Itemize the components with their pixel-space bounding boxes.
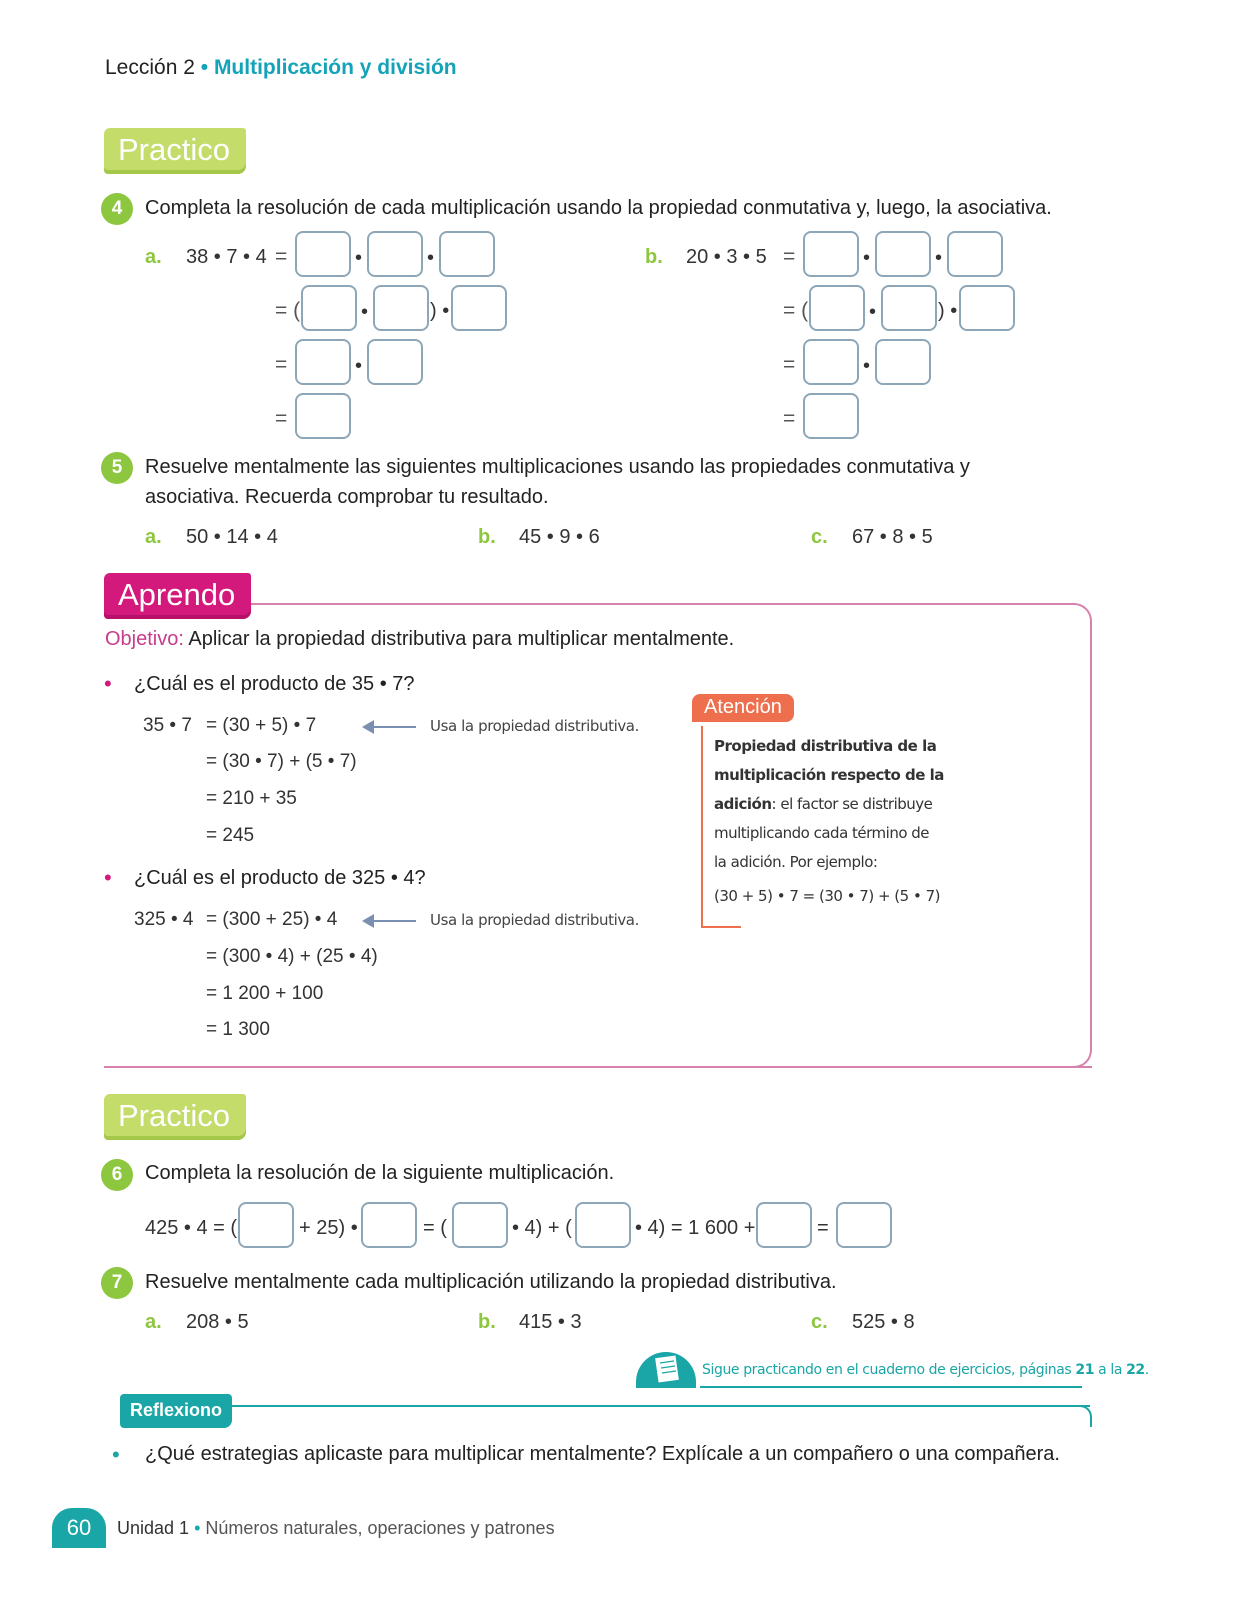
dot-operator: •	[355, 355, 363, 377]
equals-sign: =	[275, 353, 288, 376]
bullet-icon: •	[104, 671, 112, 696]
exercise-number-badge: 7	[101, 1267, 133, 1299]
sigue-end: .	[1144, 1362, 1149, 1378]
exercise-5-text-line2: asociativa. Recuerda comprobar tu resultado.	[145, 486, 549, 508]
dot-operator: •	[355, 247, 363, 269]
expression: 45 • 9 • 6	[519, 526, 600, 548]
answer-box[interactable]	[439, 231, 495, 277]
item-label: b.	[645, 246, 663, 268]
exercise-number-badge: 5	[101, 452, 133, 484]
lesson-header	[105, 56, 457, 80]
objective	[105, 628, 734, 651]
solution-step: = (30 + 5) • 7	[206, 715, 317, 736]
answer-box[interactable]	[295, 393, 351, 439]
bullet-icon: •	[104, 865, 112, 890]
answer-box[interactable]	[803, 339, 859, 385]
atencion-definition-term: Propiedad distributiva de la multiplicación respecto de la adición	[714, 737, 944, 813]
item-label: c.	[811, 1311, 828, 1333]
unit-label: Unidad 1	[117, 1518, 190, 1538]
answer-box[interactable]	[881, 285, 937, 331]
atencion-border-bottom	[701, 926, 741, 928]
equals-sign: =	[783, 407, 796, 430]
sigue-mid: a la	[1094, 1362, 1127, 1378]
question-1: ¿Cuál es el producto de 35 • 7?	[134, 673, 415, 695]
equation-part: • 4) = 1 600 +	[635, 1217, 756, 1239]
solution-lhs: 35 • 7	[143, 715, 192, 736]
practico-banner: Practico	[104, 128, 246, 174]
equation-part: = (	[423, 1217, 447, 1239]
equals-sign: = (	[275, 299, 301, 322]
dot-operator: •	[427, 247, 435, 269]
bullet-icon: •	[112, 1442, 120, 1467]
answer-box[interactable]	[452, 1202, 508, 1248]
solution-step: = (30 • 7) + (5 • 7)	[206, 751, 357, 772]
lesson-topic: Multiplicación y división	[213, 56, 457, 79]
reflexiono-question: ¿Qué estrategias aplicaste para multiplicar mentalmente? Explícale a un compañero o una compañera.	[145, 1443, 1060, 1465]
answer-box[interactable]	[367, 339, 423, 385]
answer-box[interactable]	[803, 231, 859, 277]
equals-sign: =	[783, 353, 796, 376]
exercise-5-text-line1: Resuelve mentalmente las siguientes multiplicaciones usando las propiedades conmutativa y	[145, 456, 970, 478]
notebook-icon-graphic	[636, 1352, 696, 1388]
solution-lhs: 325 • 4	[134, 909, 194, 930]
expression: 20 • 3 • 5	[686, 246, 767, 268]
paren-dot: ) •	[430, 300, 450, 322]
notebook-icon	[636, 1352, 696, 1388]
solution-step: = 210 + 35	[206, 788, 297, 809]
equation-part: 425 • 4 = (	[145, 1217, 238, 1239]
sigue-underline	[700, 1386, 1082, 1388]
solution-note: Usa la propiedad distributiva.	[430, 911, 639, 929]
item-label: a.	[145, 526, 162, 548]
arrow-left-icon	[364, 726, 416, 728]
answer-box[interactable]	[575, 1202, 631, 1248]
arrow-left-icon	[364, 920, 416, 922]
expression: 38 • 7 • 4	[186, 246, 267, 268]
expression: 525 • 8	[852, 1311, 915, 1333]
equals-sign: =	[275, 245, 288, 268]
equals-sign: = (	[783, 299, 809, 322]
answer-box[interactable]	[947, 231, 1003, 277]
footer-separator: •	[189, 1518, 206, 1538]
dot-operator: •	[863, 355, 871, 377]
answer-box[interactable]	[756, 1202, 812, 1248]
question-2: ¿Cuál es el producto de 325 • 4?	[134, 867, 426, 889]
answer-box[interactable]	[301, 285, 357, 331]
equation-part: + 25) •	[299, 1217, 358, 1239]
answer-box[interactable]	[367, 231, 423, 277]
answer-box[interactable]	[809, 285, 865, 331]
page-end: 22	[1126, 1362, 1145, 1378]
sigue-text: Sigue practicando en el cuaderno de ejercicios, páginas	[702, 1362, 1076, 1378]
answer-box[interactable]	[451, 285, 507, 331]
item-label: a.	[145, 246, 162, 268]
reflexiono-line	[220, 1405, 1090, 1407]
atencion-text	[714, 732, 944, 877]
expression: 208 • 5	[186, 1311, 249, 1333]
equation-part: • 4) + (	[512, 1217, 572, 1239]
exercise-number-badge: 6	[101, 1159, 133, 1191]
answer-box[interactable]	[373, 285, 429, 331]
answer-box[interactable]	[803, 393, 859, 439]
solution-step: = (300 + 25) • 4	[206, 909, 338, 930]
dot-operator: •	[863, 247, 871, 269]
answer-box[interactable]	[959, 285, 1015, 331]
footer-unit	[117, 1518, 555, 1539]
page-number: 60	[52, 1508, 106, 1548]
lesson-label: Lección 2	[105, 56, 195, 79]
exercise-6-text: Completa la resolución de la siguiente multiplicación.	[145, 1162, 615, 1184]
atencion-definition: : el factor se distribuye multiplicando cada término de la adición. Por ejemplo:	[714, 795, 933, 871]
practico-banner: Practico	[104, 1094, 246, 1140]
reflexiono-tab: Reflexiono	[120, 1394, 232, 1428]
dot-operator: •	[935, 247, 943, 269]
dot-operator: •	[869, 301, 877, 323]
atencion-border	[701, 726, 703, 926]
answer-box[interactable]	[295, 231, 351, 277]
answer-box[interactable]	[361, 1202, 417, 1248]
answer-box[interactable]	[295, 339, 351, 385]
exercise-number-badge: 4	[101, 193, 133, 225]
atencion-example: (30 + 5) • 7 = (30 • 7) + (5 • 7)	[714, 887, 940, 905]
exercise-4-text: Completa la resolución de cada multiplicación usando la propiedad conmutativa y, luego, la asociativa.	[145, 197, 1052, 219]
solution-step: = 1 200 + 100	[206, 983, 324, 1004]
solution-step: = 1 300	[206, 1019, 270, 1040]
item-label: c.	[811, 526, 828, 548]
answer-box[interactable]	[875, 231, 931, 277]
header-separator: •	[194, 56, 214, 79]
workbook-reference	[702, 1362, 1149, 1378]
exercise-7-text: Resuelve mentalmente cada multiplicación utilizando la propiedad distributiva.	[145, 1271, 837, 1293]
aprendo-banner: Aprendo	[104, 573, 251, 619]
equals-sign: =	[275, 407, 288, 430]
expression: 67 • 8 • 5	[852, 526, 933, 548]
item-label: b.	[478, 526, 496, 548]
item-label: b.	[478, 1311, 496, 1333]
aprendo-bottom-line	[104, 1066, 1092, 1068]
solution-step: = (300 • 4) + (25 • 4)	[206, 946, 378, 967]
item-label: a.	[145, 1311, 162, 1333]
paren-dot: ) •	[938, 300, 958, 322]
solution-note: Usa la propiedad distributiva.	[430, 717, 639, 735]
objective-text: Aplicar la propiedad distributiva para multiplicar mentalmente.	[183, 628, 735, 650]
equation-part: =	[817, 1217, 829, 1239]
unit-title: Números naturales, operaciones y patrones	[205, 1518, 555, 1538]
answer-box[interactable]	[836, 1202, 892, 1248]
equals-sign: =	[783, 245, 796, 268]
expression: 415 • 3	[519, 1311, 582, 1333]
solution-step: = 245	[206, 825, 255, 846]
atencion-tab: Atención	[692, 694, 794, 722]
answer-box[interactable]	[875, 339, 931, 385]
objective-label: Objetivo:	[105, 628, 184, 650]
dot-operator: •	[361, 301, 369, 323]
expression: 50 • 14 • 4	[186, 526, 278, 548]
page-start: 21	[1075, 1362, 1095, 1378]
reflexiono-corner	[1078, 1405, 1092, 1427]
answer-box[interactable]	[238, 1202, 294, 1248]
